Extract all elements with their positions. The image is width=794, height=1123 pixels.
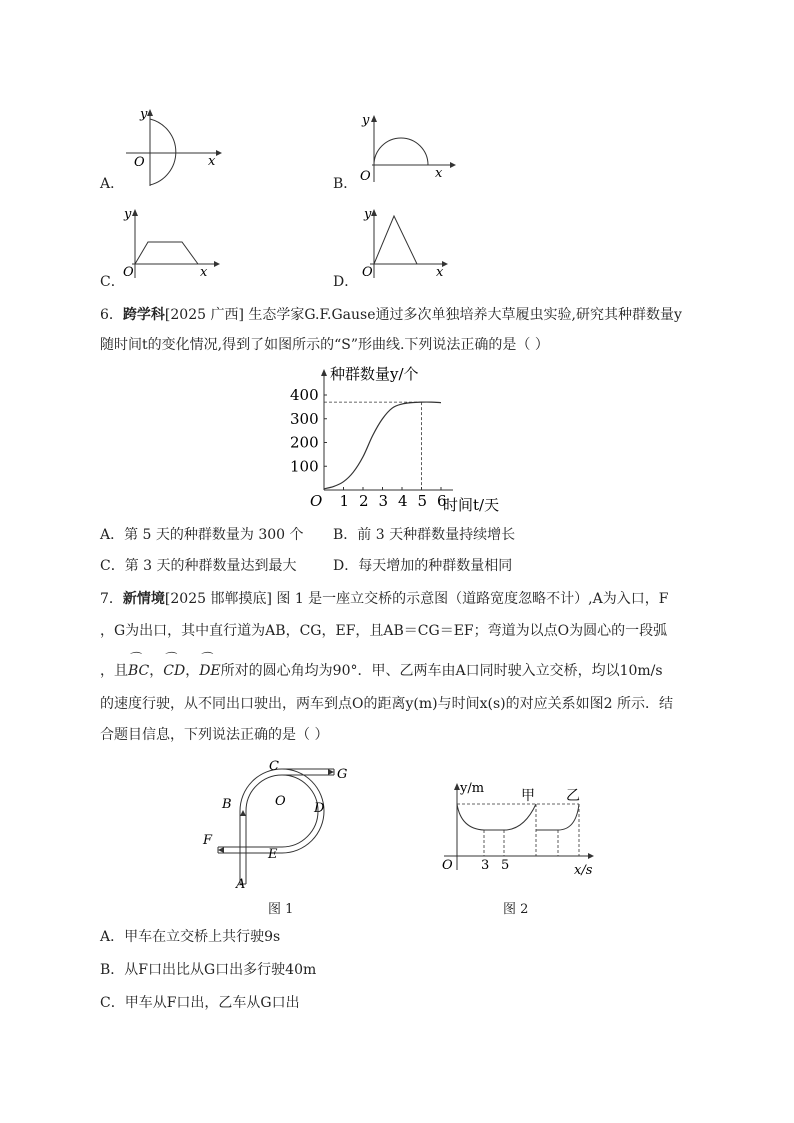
svg-text:O: O (123, 265, 134, 280)
fig2-tick-3: 3 (481, 858, 490, 873)
figure-2-graph (436, 776, 606, 876)
option-c-label: C． (100, 274, 125, 290)
svg-text:O: O (360, 169, 371, 184)
q7-line-1: 7．新情境[2025 邯郸摸底] 图 1 是一座立交桥的示意图（道路宽度忽略不计）,A为入口，F (100, 591, 669, 607)
svg-text:y: y (362, 113, 370, 128)
arc-bc: ⌒ BC (128, 663, 149, 679)
y-tick-label: 200 (290, 433, 319, 452)
svg-text:y: y (364, 207, 372, 222)
svg-text:x: x (200, 265, 208, 280)
figure-1-caption: 图 1 (268, 902, 294, 917)
option-d-graph (352, 204, 462, 284)
axis-x-label: x (208, 154, 216, 169)
option-d-label: D． (333, 274, 359, 290)
x-tick-label: 4 (398, 492, 408, 510)
figure-2-caption: 图 2 (503, 902, 529, 917)
q7-tag: 新情境 (122, 591, 165, 607)
population-chart (288, 364, 508, 514)
label-c: C (269, 759, 279, 774)
x-tick-label: 1 (339, 492, 350, 510)
label-e: E (268, 847, 278, 862)
q6-option-d: D．每天增加的种群数量相同 (333, 558, 513, 574)
svg-text:y: y (124, 207, 132, 222)
label-f: F (203, 833, 213, 848)
q7-option-c: C．甲车从F口出，乙车从G口出 (100, 995, 300, 1011)
fig2-car-jia: 甲 (521, 788, 535, 804)
svg-text:x: x (435, 166, 443, 181)
y-tick-label: 100 (290, 457, 319, 476)
q6-line-1: 6．跨学科[2025 广西] 生态学家G.F.Gause通过多次单独培养大草履虫实验,研究其种群数量y (100, 307, 682, 323)
x-tick-label: 5 (417, 492, 428, 510)
origin-label: O (134, 155, 145, 170)
figure-1-interchange (196, 756, 356, 890)
arc-de: ⌒ DE (199, 663, 220, 679)
fig2-tick-5: 5 (501, 858, 510, 873)
label-b: B (222, 797, 232, 812)
fig2-car-yi: 乙 (566, 788, 580, 804)
q6-tag: 跨学科 (122, 307, 165, 323)
q7-line-4: 的速度行驶，从不同出口驶出，两车到点O的距离y(m)与时间x(s)的对应关系如图2 所示．结 (100, 696, 673, 712)
y-tick-label: 400 (290, 386, 319, 404)
fig2-origin: O (442, 858, 453, 873)
axis-y-label: y (140, 107, 148, 122)
option-a-label: A． (100, 176, 125, 192)
label-g: G (337, 767, 348, 782)
svg-text:x: x (436, 265, 444, 280)
option-c-graph (118, 204, 228, 284)
svg-text:O: O (362, 265, 373, 280)
x-tick-label: 6 (437, 492, 447, 510)
x-tick-label: 2 (359, 492, 369, 510)
q6-line-2: 随时间t的变化情况,得到了如图所示的“S”形曲线.下列说法正确的是（ ） (100, 337, 549, 353)
option-b-graph (352, 108, 462, 188)
y-tick-label: 300 (290, 409, 319, 428)
x-tick-label: 3 (378, 492, 389, 510)
label-a: A (236, 877, 246, 890)
y-axis-arrow (321, 369, 327, 376)
q6-option-a: A．第 5 天的种群数量为 300 个 (100, 527, 304, 543)
fig2-ylabel: y/m (460, 781, 485, 796)
label-o: O (275, 794, 286, 809)
q6-option-b: B．前 3 天种群数量持续增长 (333, 527, 516, 543)
q7-option-a: A．甲车在立交桥上共行驶9s (100, 929, 281, 945)
arc-cd: ⌒ CD (163, 663, 185, 679)
option-b-label: B． (333, 176, 358, 192)
chart-xlabel: 时间t/天 (443, 496, 500, 514)
population-curve (324, 402, 441, 489)
q6-option-c: C．第 3 天的种群数量达到最大 (100, 558, 297, 574)
fig2-xlabel: x/s (574, 863, 593, 876)
chart-origin: O (310, 492, 323, 510)
q7-line-2: ，G为出口，其中直行道为AB，CG，EF，且AB＝CG＝EF；弯道为以点O为圆心的一段弧 (100, 623, 668, 639)
q7-line-3: ，且⌒ BC，⌒ CD，⌒ DE所对的圆心角均为90°．甲、乙两车由A口同时驶入立交桥，均以10m/s (100, 664, 663, 678)
chart-ylabel: 种群数量y/个 (330, 365, 419, 383)
option-a-graph (118, 104, 228, 189)
q7-line-5: 合题目信息，下列说法正确的是（ ） (100, 727, 329, 743)
label-d: D (314, 801, 325, 816)
q7-option-b: B．从F口出比从G口出多行驶40m (100, 962, 317, 978)
